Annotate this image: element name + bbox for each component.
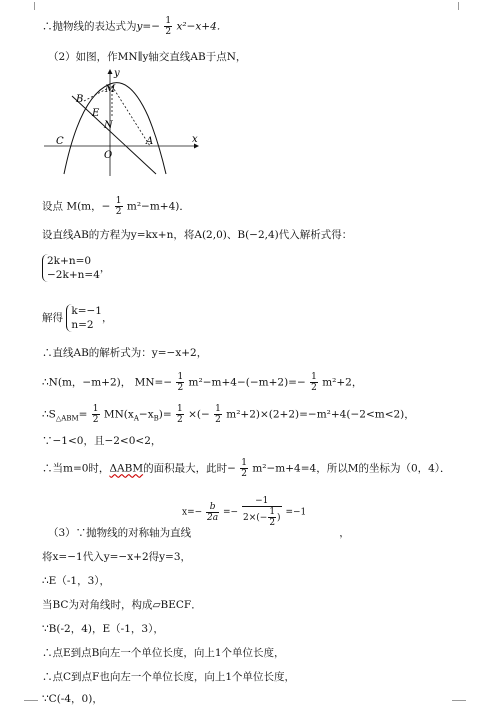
fraction-numerator: −1 (242, 496, 282, 507)
solution-n: n=2 (71, 319, 94, 331)
fraction-numerator: 1 (92, 404, 99, 414)
text: =− (223, 507, 239, 518)
condition-line: ∵−1<0，且−2<0<2， (42, 435, 162, 447)
fraction-denominator: 2a (207, 512, 219, 523)
fraction-numerator: 1 (215, 404, 221, 414)
text: )= (158, 408, 172, 421)
text: MN(x (103, 408, 134, 421)
fraction-denominator: 2 (269, 518, 276, 528)
translation-cf-line: ∴点C到点F也向左一个单位长度，向上1个单位长度， (42, 671, 295, 683)
page-corner-bottom-left (24, 700, 38, 711)
fraction (176, 372, 184, 393)
fraction-numerator: 1 (165, 16, 172, 26)
fraction-denominator: 2 (115, 207, 122, 217)
text: 2×(− (242, 513, 268, 523)
subscript: A (133, 414, 139, 423)
part3-intro (48, 526, 350, 540)
fraction (92, 404, 100, 425)
fraction-numerator: 1 (177, 404, 183, 414)
line-ab-setup: 设直线AB的方程为y=kx+n，将A(2,0)、B(−2,4)代入解析式得： (42, 229, 353, 241)
diagonal-case-line: 当BC为对角线时，构成▱BECF． (42, 599, 202, 611)
point-c-line: ∵C(-4，0)， (42, 693, 103, 705)
label-n: N (104, 120, 113, 131)
page-corner-bottom-right (452, 700, 466, 711)
area-formula (42, 404, 415, 426)
text: ， (99, 262, 111, 274)
text: （3）∵抛物线的对称轴为直线 (48, 527, 192, 539)
subscript: B (153, 414, 159, 423)
text: ∴N(m，−m+2)， MN=− (42, 376, 173, 389)
fraction-denominator: 2 (177, 383, 184, 393)
fraction-numerator: 1 (241, 458, 247, 468)
text: ∴当m=0时， (42, 462, 110, 475)
equation-2: −2k+n=4 (47, 269, 100, 281)
text: m²+2， (322, 376, 363, 389)
part2-intro: （2）如图，作MN∥y轴交直线AB于点N， (48, 51, 247, 63)
text: ∴抛物线的表达式为 (42, 20, 137, 33)
text: ) (277, 513, 281, 523)
segment-ma (112, 86, 150, 146)
label-c: C (56, 136, 64, 147)
triangle-abm: ΔABM (109, 462, 144, 475)
subscript: △ABM (55, 414, 79, 423)
fraction-numerator: 1 (269, 507, 276, 517)
fraction-denominator: 2 (311, 383, 317, 393)
text: −x (138, 408, 154, 421)
line-ab (72, 96, 156, 174)
equation-system (42, 254, 110, 282)
fraction-denominator: 2 (165, 27, 172, 37)
point-m-definition (42, 196, 190, 217)
label-o: O (104, 150, 113, 161)
fraction-numerator: 1 (115, 196, 122, 206)
substitution-line: 将x=−1代入y=−x+2得y=3， (42, 551, 192, 563)
text: m²−m+4−(−m+2)=− (188, 376, 306, 389)
fraction (240, 458, 248, 479)
text: x=− (182, 507, 203, 518)
text: ， (101, 312, 113, 324)
y-axis-arrow (108, 69, 113, 74)
fraction-denominator: 2 (215, 415, 221, 425)
fraction (242, 496, 282, 528)
equation-1: 2k+n=0 (47, 255, 92, 267)
label-b: B (76, 94, 84, 105)
fraction-denominator: 2 (177, 415, 183, 425)
fraction (164, 16, 172, 37)
text: m²−m+4)． (126, 200, 190, 213)
axis-formula (182, 496, 306, 528)
translation-eb-line: ∴点E到点B向左一个单位长度，向上1个单位长度， (42, 647, 285, 659)
fraction-numerator: 1 (311, 372, 317, 382)
fraction (206, 502, 219, 523)
point-e-line: ∴E（-1，3）， (42, 575, 111, 587)
text: m²+2)×(2+2)=−m²+4(−2<m<2)， (226, 408, 415, 421)
label-e: E (92, 108, 100, 119)
text: =−1 (285, 507, 307, 518)
system-brace (42, 254, 100, 282)
solution-k: k=−1 (71, 305, 102, 317)
max-area-line (42, 458, 451, 479)
label-a: A (146, 136, 154, 147)
solution-system (42, 304, 112, 332)
fraction-numerator: b (206, 502, 219, 513)
text: = (78, 408, 88, 421)
page-corner-top-right (458, 2, 469, 10)
system-brace (66, 304, 102, 332)
fraction (115, 196, 123, 217)
label-y: y (114, 68, 120, 79)
text: y=− (136, 20, 161, 33)
text: ， (339, 527, 350, 539)
expression-line (42, 16, 227, 37)
fraction (214, 404, 222, 425)
fraction (268, 507, 276, 528)
page-corner-top-left (24, 2, 35, 10)
mn-length (42, 372, 362, 393)
text: m²−m+4=4，所以M的坐标为（0，4）． (252, 462, 451, 475)
fraction-numerator: 1 (177, 372, 184, 382)
text: 的面积最大，此时− (143, 462, 236, 475)
fraction-denominator (242, 507, 282, 528)
text: 设点 M(m，− (42, 200, 111, 213)
fraction-denominator: 2 (241, 469, 247, 479)
text: ×(− (188, 408, 210, 421)
points-be-line: ∵B(-2，4)，E（-1，3）， (42, 623, 164, 635)
text: x²−x+4． (176, 20, 228, 33)
label-m: M (105, 84, 116, 95)
label-x: x (192, 134, 198, 145)
line-ab-result: ∴直线AB的解析式为：y=−x+2， (42, 347, 208, 359)
fraction (310, 372, 318, 393)
parabola-figure (44, 66, 204, 178)
fraction (176, 404, 184, 425)
text: ∴S (42, 408, 56, 421)
fraction-denominator: 2 (92, 415, 99, 425)
text: 解得 (42, 312, 63, 324)
